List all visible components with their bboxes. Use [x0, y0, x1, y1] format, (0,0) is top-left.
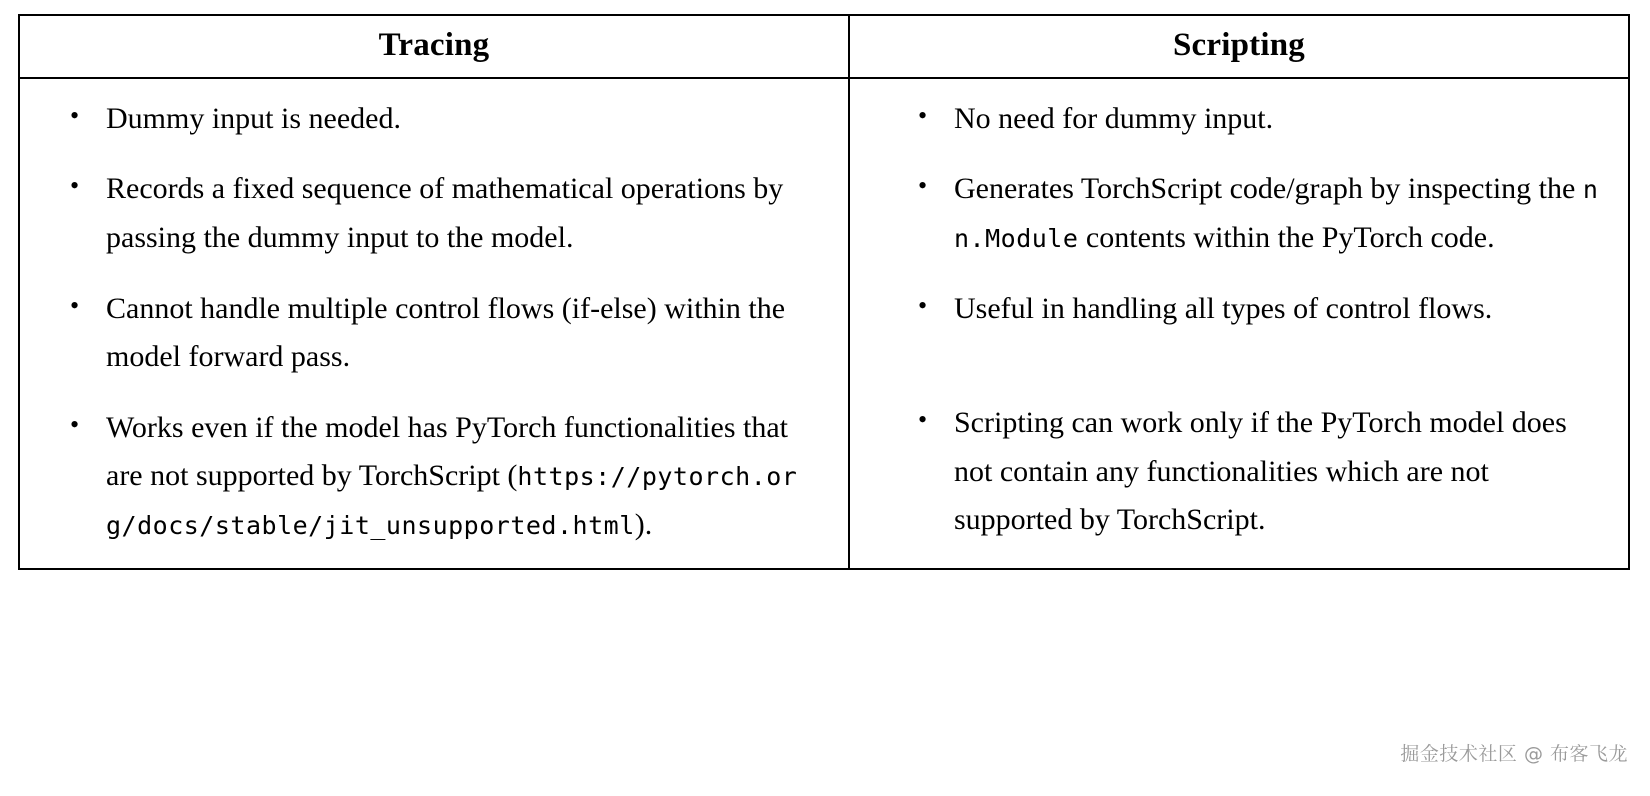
body-text: Scripting can work only if the PyTorch model does not contain any functionalities which are not supported by TorchScript.: [954, 406, 1567, 537]
list-item: [896, 95, 1602, 144]
body-text: Dummy input is needed.: [106, 101, 401, 135]
document-page: [0, 14, 1650, 796]
bullet-list-tracing: [20, 79, 848, 568]
body-text: ).: [634, 508, 653, 542]
list-item: [896, 285, 1602, 334]
body-text: No need for dummy input.: [954, 101, 1274, 135]
body-text: Records a fixed sequence of mathematical operations by passing the dummy input to the model.: [106, 172, 784, 255]
code-text: https://pytorch.org/docs/stable/jit_unsupported.html: [106, 462, 798, 541]
list-item: [896, 399, 1602, 545]
cell-scripting: [849, 78, 1629, 569]
cell-tracing: [19, 78, 849, 569]
list-item: [896, 165, 1602, 262]
body-text: Cannot handle multiple control flows (if-else) within the model forward pass.: [106, 291, 786, 374]
watermark-text: 掘金技术社区 @ 布客飞龙: [1400, 743, 1628, 765]
bullet-list-scripting: [850, 79, 1628, 563]
body-text: Generates TorchScript code/graph by inspecting the: [954, 172, 1583, 206]
comparison-table: [18, 14, 1630, 570]
column-header-tracing: Tracing: [19, 15, 849, 78]
list-item: [48, 95, 822, 144]
column-header-scripting: Scripting: [849, 15, 1629, 78]
body-text: Works even if the model has PyTorch functionalities that are not supported by TorchScript (: [106, 410, 788, 493]
list-item: [48, 165, 822, 262]
table-row: [19, 78, 1629, 569]
table-header-row: [19, 15, 1629, 78]
body-text: contents within the PyTorch code.: [1078, 221, 1495, 255]
list-item: [48, 285, 822, 382]
code-text: nn.Module: [954, 175, 1599, 254]
list-item: [48, 404, 822, 550]
body-text: Useful in handling all types of control flows.: [954, 291, 1493, 325]
